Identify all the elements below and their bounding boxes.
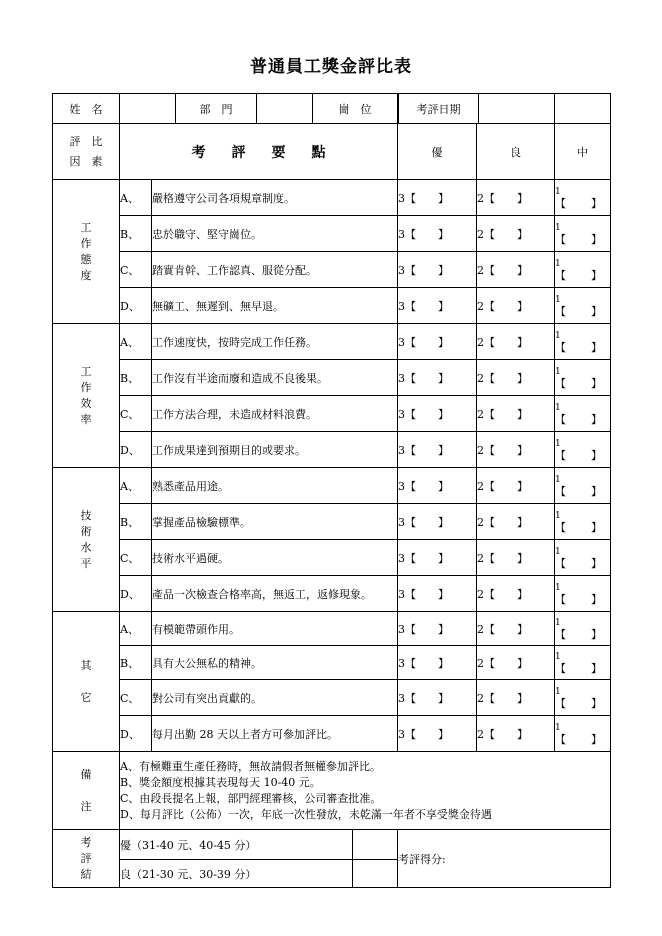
score-good-field[interactable]: 2【 】 <box>477 576 555 612</box>
good-header: 良 <box>477 124 555 180</box>
criterion-text: 有模範帶頭作用。 <box>152 612 398 646</box>
score-medium-number: 1 <box>555 294 561 305</box>
score-high-field[interactable]: 3【 】 <box>398 646 477 680</box>
criterion-index: C、 <box>120 252 152 288</box>
factor-label-1: 評 比 <box>69 134 103 148</box>
criterion-text: 技術水平過硬。 <box>152 540 398 576</box>
date-label: 考評日期 <box>399 94 479 123</box>
name-value-cell[interactable] <box>120 94 176 123</box>
criterion-index: C、 <box>120 396 152 432</box>
score-medium-number: 1 <box>555 474 561 485</box>
score-good-field[interactable]: 2【 】 <box>477 504 555 540</box>
criterion-text: 忠於職守、堅守崗位。 <box>152 216 398 252</box>
criterion-row <box>53 180 611 216</box>
dept-label: 部 門 <box>176 94 257 123</box>
score-high-field[interactable]: 3【 】 <box>398 680 477 716</box>
group-label-char: 它 <box>80 690 92 704</box>
criterion-row <box>53 540 611 576</box>
score-medium-number: 1 <box>555 438 561 449</box>
criterion-row <box>53 680 611 716</box>
group-label-char: 平 <box>80 556 92 570</box>
score-medium-bracket: 【 】 <box>555 232 603 246</box>
factor-header <box>53 124 120 180</box>
criterion-index: C、 <box>120 680 152 716</box>
group-label-char: 水 <box>80 540 92 554</box>
criterion-row <box>53 252 611 288</box>
criterion-row <box>53 646 611 680</box>
criterion-text: 工作成果達到預期目的或要求。 <box>152 432 398 468</box>
score-good-field[interactable]: 2【 】 <box>477 612 555 646</box>
good-cell <box>120 860 398 888</box>
points-label: 考評要點 <box>191 144 352 161</box>
date-value-cell[interactable] <box>479 94 555 123</box>
score-medium-number: 1 <box>555 510 561 521</box>
criterion-text: 踏實肯幹、工作認真、服從分配。 <box>152 252 398 288</box>
score-medium-bracket: 【 】 <box>555 268 603 282</box>
name-label: 姓 名 <box>53 94 120 124</box>
criterion-index: D、 <box>120 576 152 612</box>
score-good-field[interactable]: 2【 】 <box>477 252 555 288</box>
score-medium-number: 1 <box>555 686 561 697</box>
criterion-row <box>53 324 611 360</box>
criterion-row <box>53 576 611 612</box>
criterion-row <box>53 432 611 468</box>
score-high-field[interactable]: 3【 】 <box>398 396 477 432</box>
criterion-text: 掌握產品檢驗標準。 <box>152 504 398 540</box>
score-high-field[interactable]: 3【 】 <box>398 288 477 324</box>
group-label-char: 率 <box>80 412 92 426</box>
criterion-text: 產品一次檢查合格率高，無返工，返修現象。 <box>152 576 398 612</box>
good-check-cell[interactable] <box>353 860 398 887</box>
criterion-index: D、 <box>120 432 152 468</box>
score-medium-bracket: 【 】 <box>555 376 603 390</box>
score-medium-bracket: 【 】 <box>555 340 603 354</box>
factor-label-2: 因 素 <box>69 154 103 168</box>
post-label: 崗 位 <box>338 102 372 116</box>
criterion-index: A、 <box>120 612 152 646</box>
high-header: 優 <box>398 124 477 180</box>
score-medium-number: 1 <box>555 582 561 593</box>
criterion-index: B、 <box>120 216 152 252</box>
remarks-text <box>120 752 611 830</box>
criterion-index: B、 <box>120 646 152 680</box>
criterion-index: B、 <box>120 504 152 540</box>
score-high-field[interactable]: 3【 】 <box>398 540 477 576</box>
score-medium-number: 1 <box>555 402 561 413</box>
criterion-row <box>53 288 611 324</box>
group-label-cell <box>53 468 120 612</box>
score-medium-field[interactable] <box>555 540 611 576</box>
score-high-field[interactable]: 3【 】 <box>398 432 477 468</box>
group-label-char: 工 <box>80 364 92 378</box>
score-high-field[interactable]: 3【 】 <box>398 360 477 396</box>
group-label-char: 工 <box>80 220 92 234</box>
score-medium-number: 1 <box>555 222 561 233</box>
result-excellent: 優（31-40 元、40-45 分） <box>120 830 353 859</box>
remarks-label-1: 備 <box>80 767 92 781</box>
result-label-2: 評 <box>80 851 92 865</box>
criterion-row <box>53 468 611 504</box>
score-medium-number: 1 <box>555 186 561 197</box>
column-header-row <box>53 124 611 180</box>
score-medium-number: 1 <box>555 366 561 377</box>
criterion-row <box>53 396 611 432</box>
criterion-index: C、 <box>120 540 152 576</box>
result-good: 良（21-30 元、30-39 分） <box>120 860 353 887</box>
score-high-field[interactable]: 3【 】 <box>398 468 477 504</box>
form-title: 普通員工獎金評比表 <box>250 57 412 77</box>
score-good-field[interactable]: 2【 】 <box>477 468 555 504</box>
score-high-field[interactable]: 3【 】 <box>398 252 477 288</box>
criterion-text: 工作速度快，按時完成工作任務。 <box>152 324 398 360</box>
score-medium-bracket: 【 】 <box>555 484 603 498</box>
score-good-field[interactable]: 2【 】 <box>477 216 555 252</box>
score-good-field[interactable]: 2【 】 <box>477 680 555 716</box>
group-label-char: 態 <box>80 252 92 266</box>
score-medium-field[interactable] <box>555 180 611 216</box>
criterion-index: D、 <box>120 716 152 752</box>
group-label-char: 其 <box>80 658 92 672</box>
score-medium-field[interactable] <box>555 646 611 680</box>
score-medium-number: 1 <box>555 546 561 557</box>
score-high-field[interactable]: 3【 】 <box>398 612 477 646</box>
evaluation-table <box>52 93 611 888</box>
score-good-field[interactable]: 2【 】 <box>477 646 555 680</box>
group-label-char: 技 <box>80 508 92 522</box>
group-label-char: 作 <box>80 236 92 250</box>
score-high-field[interactable]: 3【 】 <box>398 216 477 252</box>
score-cell[interactable] <box>398 830 611 888</box>
score-medium-field[interactable] <box>555 252 611 288</box>
score-medium-field[interactable] <box>555 504 611 540</box>
criterion-row <box>53 216 611 252</box>
criterion-text: 無礦工、無遲到、無早退。 <box>152 288 398 324</box>
result-label-cell <box>53 830 120 888</box>
score-medium-field[interactable] <box>555 680 611 716</box>
post-date-cell <box>398 94 555 124</box>
score-good-field[interactable]: 2【 】 <box>477 432 555 468</box>
score-good-field[interactable]: 2【 】 <box>477 288 555 324</box>
result-label-1: 考 <box>80 835 92 849</box>
score-medium-number: 1 <box>555 258 561 269</box>
group-label-char: 作 <box>80 380 92 394</box>
score-medium-bracket: 【 】 <box>555 520 603 534</box>
score-medium-number: 1 <box>555 617 561 628</box>
score-medium-field[interactable] <box>555 360 611 396</box>
group-label-char: 度 <box>80 268 92 282</box>
score-medium-bracket: 【 】 <box>555 196 603 210</box>
score-medium-bracket: 【 】 <box>555 732 603 746</box>
score-high-field[interactable]: 3【 】 <box>398 324 477 360</box>
score-medium-field[interactable] <box>555 468 611 504</box>
score-medium-field[interactable] <box>555 432 611 468</box>
criterion-index: A、 <box>120 324 152 360</box>
score-medium-bracket: 【 】 <box>555 627 603 641</box>
medium-header: 中 <box>555 124 611 180</box>
criterion-index: A、 <box>120 180 152 216</box>
score-medium-field[interactable] <box>555 716 611 752</box>
criterion-row <box>53 504 611 540</box>
score-good-field[interactable]: 2【 】 <box>477 180 555 216</box>
score-medium-bracket: 【 】 <box>555 556 603 570</box>
score-medium-number: 1 <box>555 722 561 733</box>
criterion-index: B、 <box>120 360 152 396</box>
criterion-row <box>53 360 611 396</box>
score-good-field[interactable]: 2【 】 <box>477 360 555 396</box>
score-medium-field[interactable] <box>555 612 611 646</box>
score-high-field[interactable]: 3【 】 <box>398 180 477 216</box>
criterion-index: D、 <box>120 288 152 324</box>
score-good-field[interactable]: 2【 】 <box>477 324 555 360</box>
criterion-index: A、 <box>120 468 152 504</box>
criterion-text: 熟悉產品用途。 <box>152 468 398 504</box>
remarks-label-2: 注 <box>80 799 92 813</box>
criterion-text: 嚴格遵守公司各項規章制度。 <box>152 180 398 216</box>
criterion-row <box>53 716 611 752</box>
group-label-cell <box>53 180 120 324</box>
group-label-char: 效 <box>80 396 92 410</box>
excellent-cell <box>120 830 398 860</box>
score-medium-field[interactable] <box>555 288 611 324</box>
criterion-text: 工作方法合理，未造成材料浪費。 <box>152 396 398 432</box>
header-row <box>53 94 611 124</box>
points-header <box>120 124 398 180</box>
score-medium-field[interactable] <box>555 324 611 360</box>
group-label-cell <box>53 612 120 752</box>
score-medium-bracket: 【 】 <box>555 696 603 710</box>
score-medium-field[interactable] <box>555 576 611 612</box>
score-label: 考評得分: <box>398 852 446 866</box>
score-medium-bracket: 【 】 <box>555 304 603 318</box>
remarks-row <box>53 752 611 830</box>
criterion-row <box>53 612 611 646</box>
group-label-cell <box>53 324 120 468</box>
criterion-text: 對公司有突出貢獻的。 <box>152 680 398 716</box>
remark-line: D、每月評比（公佈）一次，年底一次性發放，未乾滿一年者不享受獎金待遇 <box>120 807 492 821</box>
remarks-label-cell <box>53 752 120 830</box>
criterion-text: 工作沒有半途而廢和造成不良後果。 <box>152 360 398 396</box>
score-medium-number: 1 <box>555 330 561 341</box>
group-label-char: 術 <box>80 524 92 538</box>
remark-line: C、由段長提名上報，部門經理審核，公司審查批准。 <box>120 791 382 805</box>
score-high-field[interactable]: 3【 】 <box>398 576 477 612</box>
score-medium-bracket: 【 】 <box>555 412 603 426</box>
score-good-field[interactable]: 2【 】 <box>477 716 555 752</box>
header-middle <box>120 94 398 124</box>
result-row-1 <box>53 830 611 860</box>
dept-value-cell[interactable] <box>257 94 313 123</box>
score-medium-bracket: 【 】 <box>555 592 603 606</box>
score-medium-bracket: 【 】 <box>555 448 603 462</box>
score-medium-field[interactable] <box>555 396 611 432</box>
score-good-field[interactable]: 2【 】 <box>477 396 555 432</box>
criterion-text: 每月出勤 28 天以上者方可參加評比。 <box>152 716 398 752</box>
remark-line: A、有極難重生產任務時，無故請假者無權參加評比。 <box>120 759 381 773</box>
header-extra-cell[interactable] <box>555 94 611 124</box>
score-high-field[interactable]: 3【 】 <box>398 716 477 752</box>
remark-line: B、獎金額度根據其表現每天 10-40 元。 <box>120 775 321 789</box>
excellent-check-cell[interactable] <box>353 830 398 859</box>
score-high-field[interactable]: 3【 】 <box>398 504 477 540</box>
score-medium-number: 1 <box>555 651 561 662</box>
criteria-body <box>53 180 611 752</box>
score-medium-field[interactable] <box>555 216 611 252</box>
criterion-text: 具有大公無私的精神。 <box>152 646 398 680</box>
result-label-3: 結 <box>80 867 92 881</box>
score-good-field[interactable]: 2【 】 <box>477 540 555 576</box>
score-medium-bracket: 【 】 <box>555 661 603 675</box>
